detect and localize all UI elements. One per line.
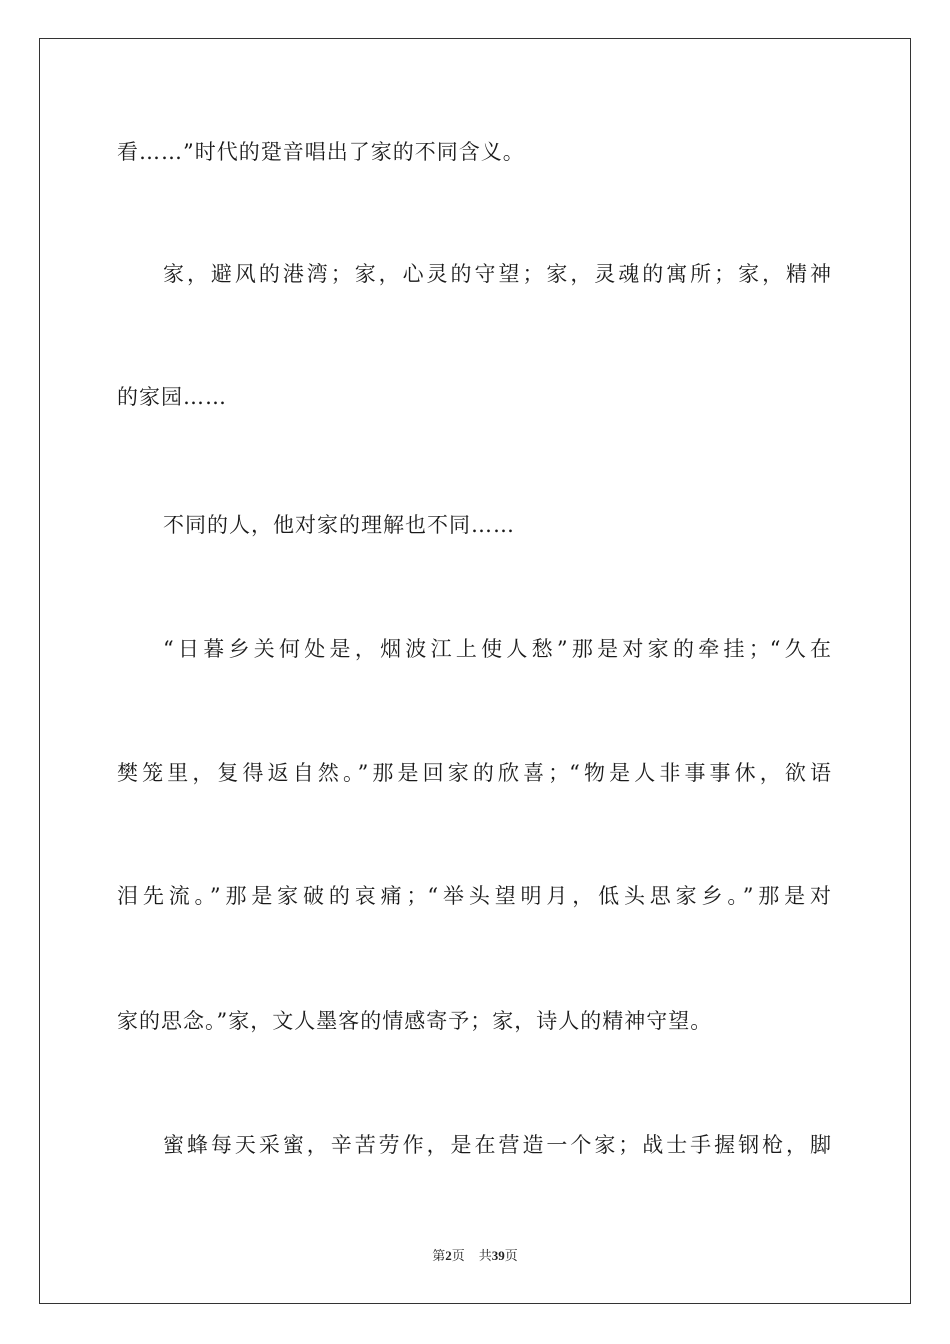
total-prefix: 共 (478, 1249, 492, 1264)
text-line-6: 樊笼里，复得返自然。”那是回家的欣喜；“物是人非事事休，欲语 (117, 761, 831, 785)
text-line-5: “日暮乡关何处是，烟波江上使人愁”那是对家的牵挂；“久在 (163, 637, 831, 661)
page-prefix: 第 (432, 1249, 446, 1264)
total-suffix: 页 (504, 1249, 518, 1264)
total-pages-number: 39 (491, 1248, 505, 1263)
page-border (39, 38, 911, 1304)
text-line-3: 的家园…… (117, 385, 227, 409)
text-line-1: 看……”时代的跫音唱出了家的不同含义。 (117, 140, 525, 164)
text-line-7: 泪先流。”那是家破的哀痛；“举头望明月，低头思家乡。”那是对 (117, 884, 831, 908)
page-footer (0, 1245, 950, 1264)
current-page-number: 2 (445, 1248, 452, 1263)
page-suffix: 页 (451, 1249, 465, 1264)
text-line-8: 家的思念。”家，文人墨客的情感寄予；家，诗人的精神守望。 (117, 1009, 713, 1033)
text-line-4: 不同的人，他对家的理解也不同…… (163, 513, 515, 537)
text-line-2: 家，避风的港湾；家，心灵的守望；家，灵魂的寓所；家，精神 (163, 262, 831, 286)
text-line-9: 蜜蜂每天采蜜，辛苦劳作，是在营造一个家；战士手握钢枪，脚 (163, 1133, 831, 1157)
